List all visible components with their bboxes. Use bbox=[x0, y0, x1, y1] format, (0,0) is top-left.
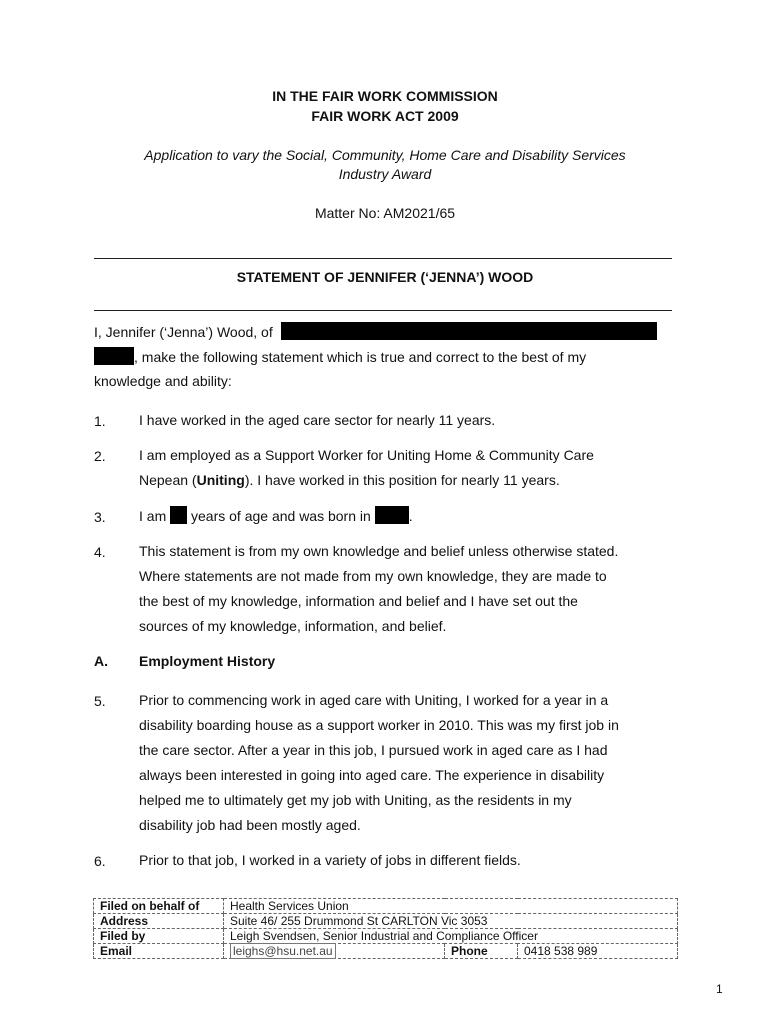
para-1-line: I have worked in the aged care sector for nearly 11 years. bbox=[139, 412, 496, 428]
para-6-line-1: Prior to that job, I worked in a variety of jobs in different fields. bbox=[139, 852, 521, 868]
intro-line-1 bbox=[94, 322, 674, 340]
table-row bbox=[94, 944, 678, 959]
section-a-heading: Employment History bbox=[139, 653, 276, 669]
para-5-line-2: disability boarding house as a support worker in 2010. This was my first job in bbox=[139, 717, 619, 733]
phone-label: Phone bbox=[445, 944, 518, 959]
filed-on-behalf-label: Filed on behalf of bbox=[94, 899, 224, 914]
redaction-suburb bbox=[94, 347, 134, 365]
matter-number: Matter No: AM2021/65 bbox=[314, 205, 456, 221]
para-4 bbox=[139, 539, 679, 639]
redaction-birthplace bbox=[375, 506, 409, 524]
table-row bbox=[94, 914, 678, 929]
section-a-letter: A. bbox=[94, 653, 108, 669]
intro-text-1: I, Jennifer (‘Jenna’) Wood, of bbox=[94, 324, 273, 340]
para-2-number: 2. bbox=[94, 448, 106, 464]
act-heading: FAIR WORK ACT 2009 bbox=[311, 108, 459, 124]
redaction-address bbox=[281, 322, 657, 340]
para-5-line-5: helped me to ultimately get my job with Uniting, as the residents in my bbox=[139, 792, 572, 808]
para-2 bbox=[139, 443, 679, 493]
para-5-line-4: always been interested in going into aged care. The experience in disability bbox=[139, 767, 605, 783]
table-row bbox=[94, 899, 678, 914]
para-3-text-a: I am bbox=[139, 508, 167, 524]
table-row bbox=[94, 929, 678, 944]
application-line-2: Industry Award bbox=[338, 166, 432, 182]
para-2-defined-term: Uniting bbox=[196, 472, 245, 488]
para-4-line-4: sources of my knowledge, information, and belief. bbox=[139, 618, 447, 634]
filing-details-table bbox=[93, 898, 678, 959]
para-4-line-3: the best of my knowledge, information and belief and I have set out the bbox=[139, 593, 578, 609]
email-label: Email bbox=[94, 944, 224, 959]
para-6-number: 6. bbox=[94, 853, 106, 869]
address-label: Address bbox=[94, 914, 224, 929]
page-number: 1 bbox=[716, 982, 723, 996]
para-5-line-1: Prior to commencing work in aged care with Uniting, I worked for a year in a bbox=[139, 692, 609, 708]
para-5-number: 5. bbox=[94, 693, 106, 709]
para-1-number: 1. bbox=[94, 413, 106, 429]
para-5 bbox=[139, 688, 679, 838]
para-4-line-1: This statement is from my own knowledge and belief unless otherwise stated. bbox=[139, 543, 619, 559]
email-cell bbox=[224, 944, 445, 959]
para-6 bbox=[139, 848, 679, 873]
phone-value: 0418 538 989 bbox=[518, 944, 678, 959]
statement-title: STATEMENT OF JENNIFER (‘JENNA’) WOOD bbox=[236, 269, 534, 285]
para-5-line-6: disability job had been mostly aged. bbox=[139, 817, 361, 833]
para-4-line-2: Where statements are not made from my own knowledge, they are made to bbox=[139, 568, 607, 584]
intro-line-3: knowledge and ability: bbox=[94, 373, 232, 389]
filed-on-behalf-value: Health Services Union bbox=[224, 899, 678, 914]
application-line-1: Application to vary the Social, Community, Home Care and Disability Services bbox=[144, 147, 626, 163]
address-value: Suite 46/ 255 Drummond St CARLTON Vic 3053 bbox=[224, 914, 678, 929]
para-2-line-1: I am employed as a Support Worker for Uniting Home & Community Care bbox=[139, 447, 594, 463]
para-1 bbox=[139, 408, 679, 433]
para-3-text-c: . bbox=[408, 508, 413, 524]
para-3 bbox=[139, 504, 679, 529]
para-2-text-a: Nepean ( bbox=[139, 472, 197, 488]
filed-by-label: Filed by bbox=[94, 929, 224, 944]
court-heading: IN THE FAIR WORK COMMISSION bbox=[272, 88, 498, 104]
intro-text-2: , make the following statement which is true and correct to the best of my bbox=[134, 349, 587, 365]
filed-by-value: Leigh Svendsen, Senior Industrial and Compliance Officer bbox=[224, 929, 678, 944]
para-2-line-2 bbox=[139, 468, 679, 493]
divider-bottom bbox=[94, 310, 672, 311]
intro-line-2 bbox=[94, 347, 674, 365]
redaction-age bbox=[170, 506, 187, 524]
divider-top bbox=[94, 258, 672, 259]
para-5-line-3: the care sector. After a year in this job, I pursued work in aged care as I had bbox=[139, 742, 608, 758]
para-3-text-b: years of age and was born in bbox=[191, 508, 371, 524]
para-4-number: 4. bbox=[94, 544, 106, 560]
email-link[interactable]: leighs@hsu.net.au bbox=[230, 943, 336, 959]
para-2-text-c: ). I have worked in this position for nearly 11 years. bbox=[244, 472, 560, 488]
para-3-number: 3. bbox=[94, 509, 106, 525]
